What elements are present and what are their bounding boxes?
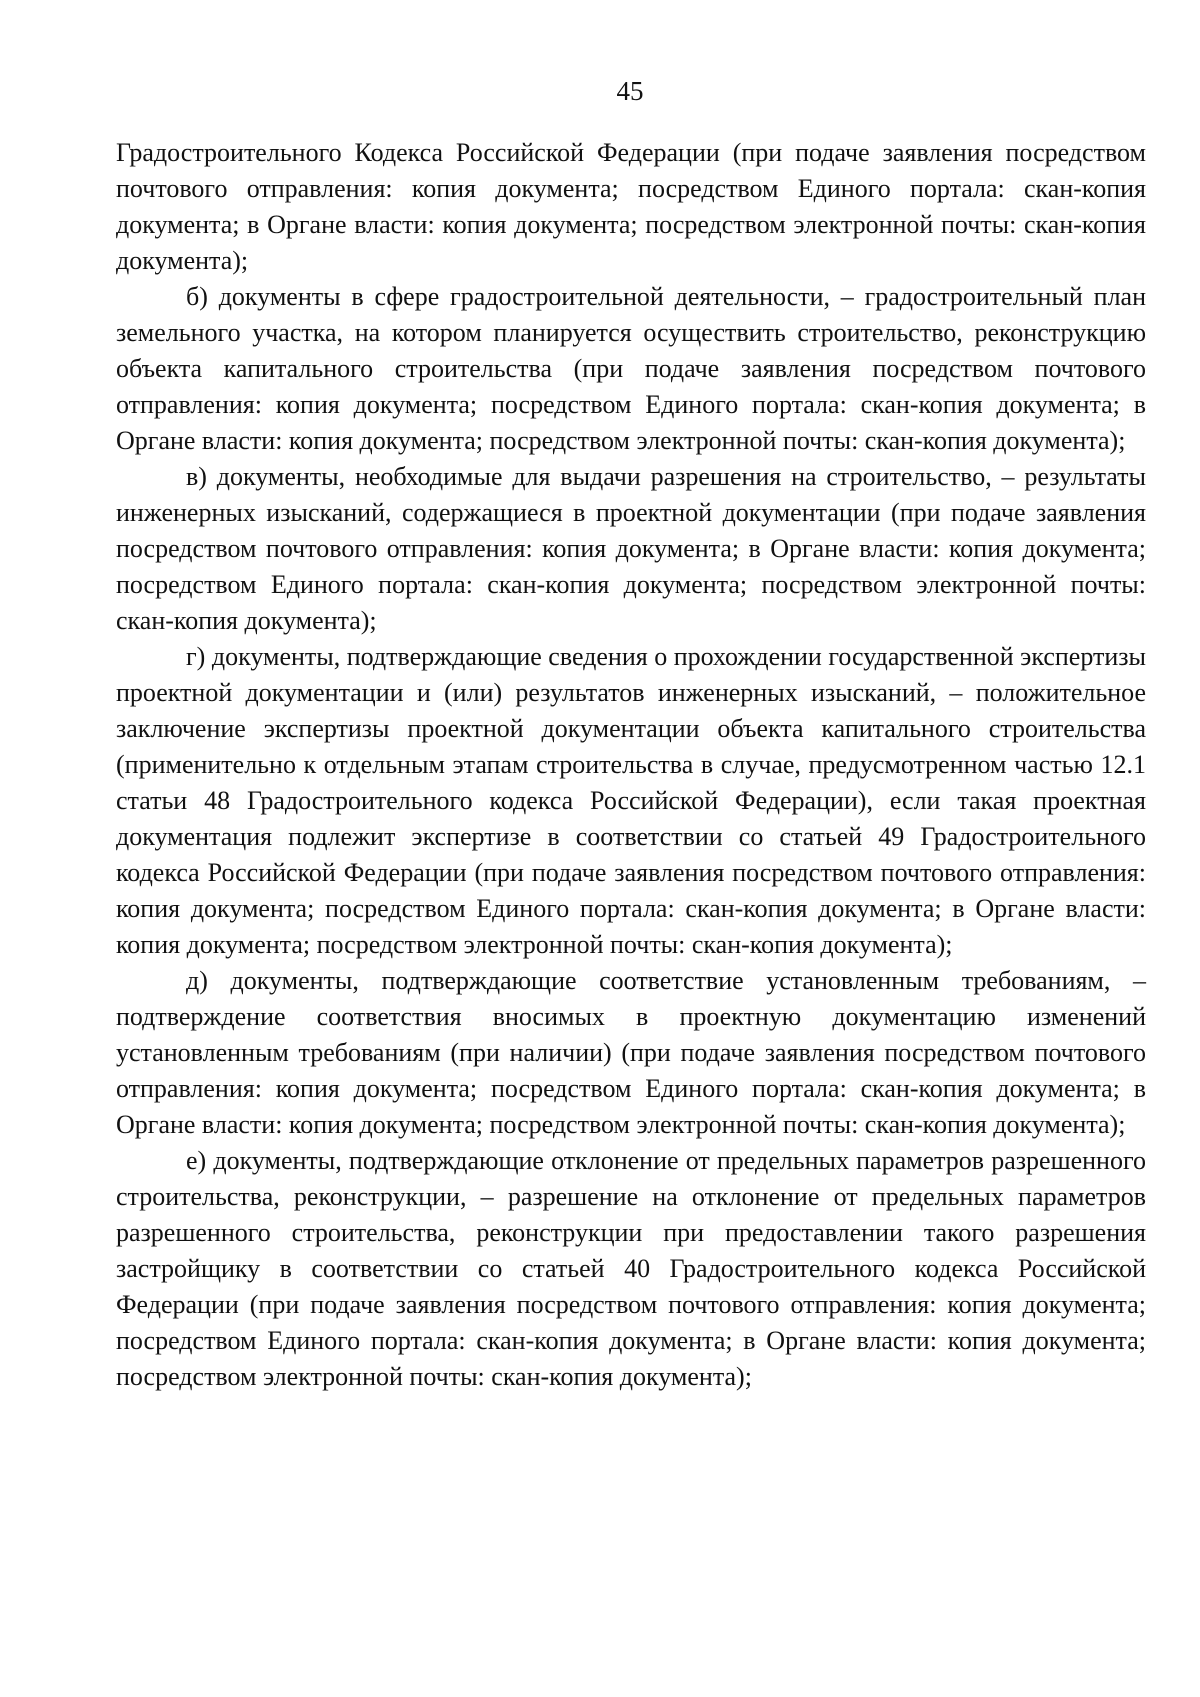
paragraph-item-e: е) документы, подтверждающие отклонение от предельных параметров разрешенного строительства, реконструкции, – разрешение на отклонение от предельных параметров разрешенного строительства, реконструкции при предоставлении такого разрешения застройщику в соответствии со статьей 40 Градостроительного кодекса Российской Федерации (при подаче заявления посредством почтового отправления: копия документа; посредством Единого портала: скан-копия документа; в Органе власти: копия документа; посредством электронной почты: скан-копия документа); (116, 1146, 1146, 1391)
page-number: 45 (616, 76, 644, 106)
paragraph-item-v: в) документы, необходимые для выдачи разрешения на строительство, – результаты инженерных изысканий, содержащиеся в проектной документации (при подаче заявления посредством почтового отправления: копия документа; в Органе власти: копия документа; посредством Единого портала: скан-копия документа; посредством электронной почты: скан-копия документа); (116, 462, 1146, 635)
paragraph-item-g: г) документы, подтверждающие сведения о прохождении государственной экспертизы проектной документации и (или) результатов инженерных изысканий, – положительное заключение экспертизы проектной документации объекта капитального строительства (применительно к отдельным этапам строительства в случае, предусмотренном частью 12.1 статьи 48 Градостроительного кодекса Российской Федерации), если такая проектная документация подлежит экспертизе в соответствии со статьей 49 Градостроительного кодекса Российской Федерации (при подаче заявления посредством почтового отправления: копия документа; посредством Единого портала: скан-копия документа; в Органе власти: копия документа; посредством электронной почты: скан-копия документа); (116, 642, 1146, 959)
paragraph-item-b: б) документы в сфере градостроительной деятельности, – градостроительный план земельного участка, на котором планируется осуществить строительство, реконструкцию объекта капитального строительства (при подаче заявления посредством почтового отправления: копия документа; посредством Единого портала: скан-копия документа; в Органе власти: копия документа; посредством электронной почты: скан-копия документа); (116, 282, 1146, 455)
paragraph-item-d: д) документы, подтверждающие соответствие установленным требованиям, – подтверждение соответствия вносимых в проектную документацию изменений установленным требованиям (при наличии) (при подаче заявления посредством почтового отправления: копия документа; посредством Единого портала: скан-копия документа; в Органе власти: копия документа; посредством электронной почты: скан-копия документа); (116, 966, 1146, 1139)
document-body (116, 135, 1146, 1395)
paragraph-continuation: Градостроительного Кодекса Российской Федерации (при подаче заявления посредством почтового отправления: копия документа; посредством Единого портала: скан-копия документа; в Органе власти: копия документа; посредством электронной почты: скан-копия документа); (116, 138, 1146, 275)
